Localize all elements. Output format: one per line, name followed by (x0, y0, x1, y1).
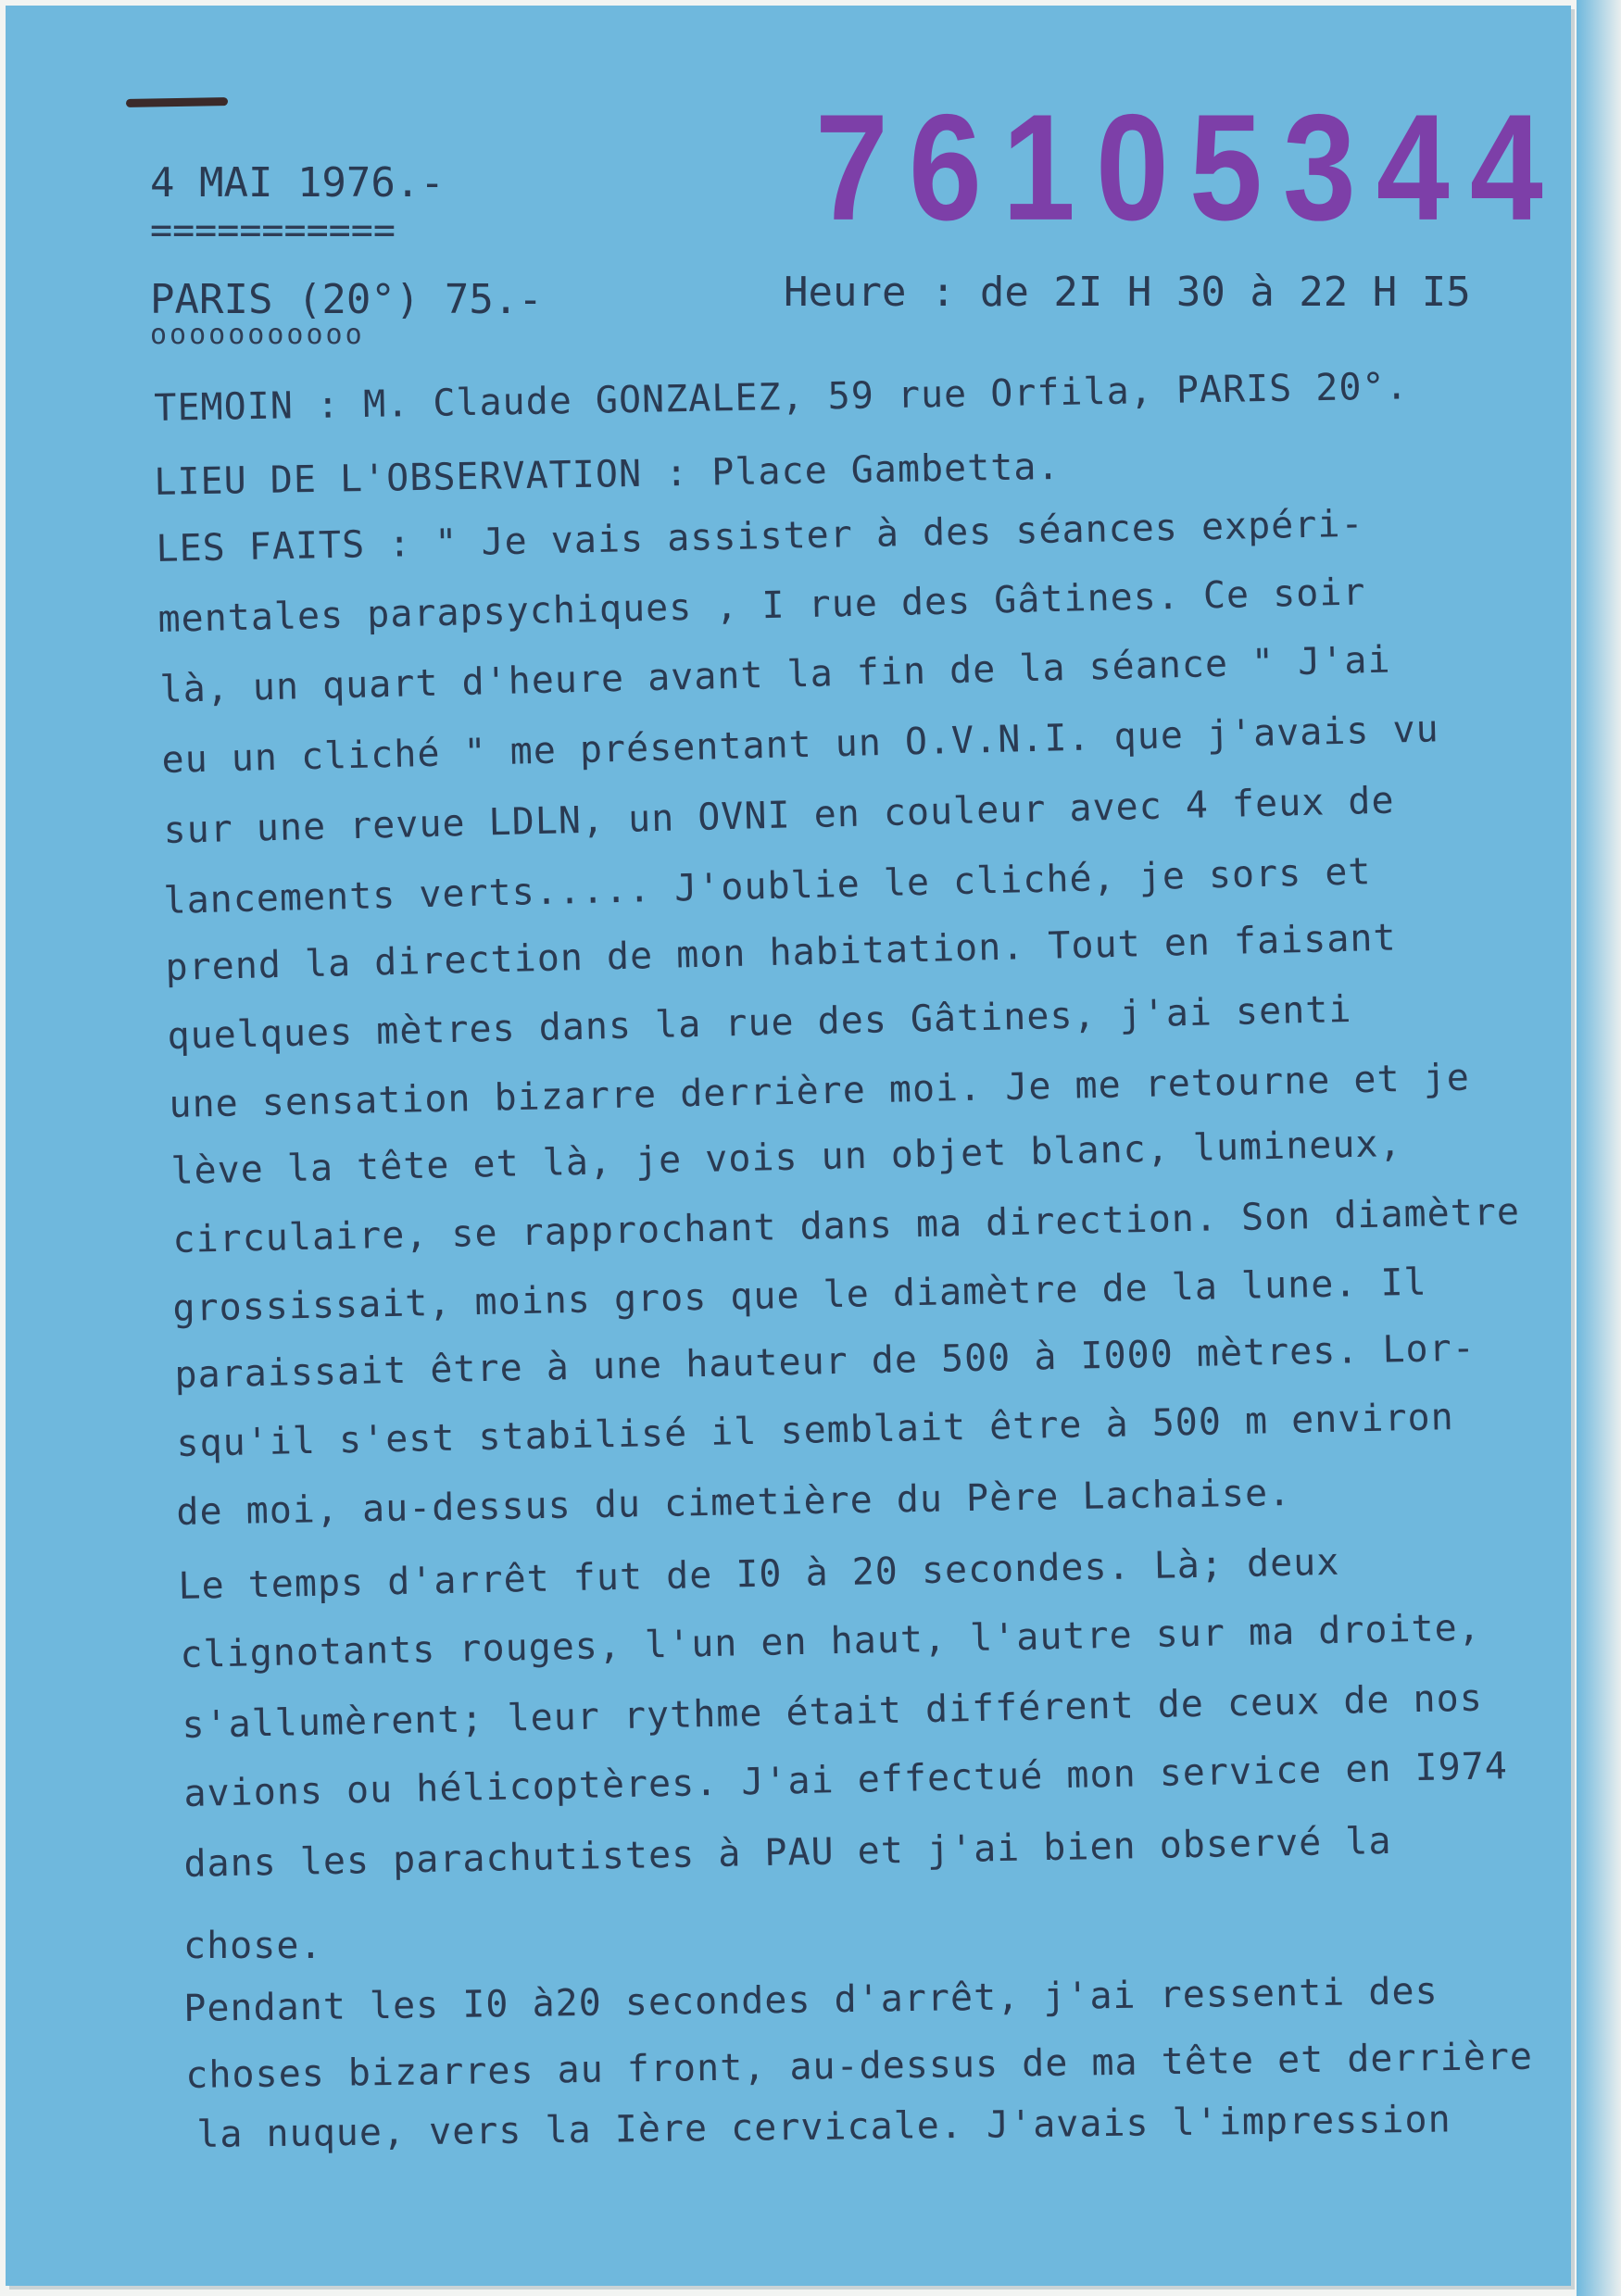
text-line: la nuque, vers la Ière cervicale. J'avais l'impression (196, 2098, 1451, 2156)
text-line: mentales parapsychiques , I rue des Gâtines. Ce soir (157, 571, 1366, 641)
text-line: là, un quart d'heure avant la fin de la séance " J'ai (159, 638, 1392, 711)
staple-mark (126, 97, 228, 107)
text-line: circulaire, se rapprochant dans ma direction. Son diamètre (172, 1190, 1521, 1261)
text-line: choses bizarres au front, au-dessus de ma tête et derrière (185, 2035, 1534, 2097)
text-line: Pendant les I0 à20 secondes d'arrêt, j'ai ressenti des (183, 1970, 1439, 2030)
text-line: LES FAITS : " Je vais assister à des séances expéri- (156, 502, 1364, 571)
text-line: Le temps d'arrêt fut de I0 à 20 secondes. Là; deux (178, 1540, 1340, 1608)
text-line: une sensation bizarre derrière moi. Je me retourne et je (169, 1056, 1471, 1126)
date-underline: =========== (150, 209, 396, 252)
location-underline: ooooooooooo (150, 319, 365, 351)
text-line: lancements verts..... J'oublie le cliché, je sors et (163, 850, 1373, 922)
text-line: paraissait être à une hauteur de 500 à I000 mètres. Lor- (174, 1326, 1476, 1397)
page-edge (1577, 0, 1621, 2296)
text-line: TEMOIN : M. Claude GONZALEZ, 59 rue Orfila, PARIS 20°. (154, 365, 1410, 430)
text-line: squ'il s'est stabilisé il semblait être à 500 m environ (176, 1396, 1455, 1465)
text-line: LIEU DE L'OBSERVATION : Place Gambetta. (154, 445, 1061, 504)
text-line: s'allumèrent; leur rythme était différent de ceux de nos (182, 1676, 1484, 1747)
text-line: prend la direction de mon habitation. Tout en faisant (165, 916, 1398, 989)
text-line: lève la tête et là, je vois un objet blanc, lumineux, (170, 1122, 1403, 1193)
stamp-number: 76105344 (815, 82, 1564, 253)
text-line: dans les parachutistes à PAU et j'ai bien observé la (183, 1819, 1392, 1886)
text-line: clignotants rouges, l'un en haut, l'autre sur ma droite, (180, 1606, 1482, 1676)
date-line: 4 MAI 1976.- (150, 159, 445, 207)
location-line: PARIS (20°) 75.- (150, 276, 543, 323)
text-line: de moi, au-dessus du cimetière du Père Lachaise. (176, 1471, 1292, 1534)
time-line: Heure : de 2I H 30 à 22 H I5 (784, 269, 1471, 316)
text-line: quelques mètres dans la rue des Gâtines, j'ai senti (167, 987, 1352, 1058)
text-line: chose. (183, 1925, 323, 1967)
text-line: avions ou hélicoptères. J'ai effectué mon service en I974 (183, 1745, 1509, 1815)
text-line: grossissait, moins gros que le diamètre de la lune. Il (172, 1261, 1428, 1330)
text-line: eu un cliché " me présentant un O.V.N.I. que j'avais vu (161, 708, 1440, 782)
text-line: sur une revue LDLN, un OVNI en couleur avec 4 feux de (163, 779, 1396, 852)
